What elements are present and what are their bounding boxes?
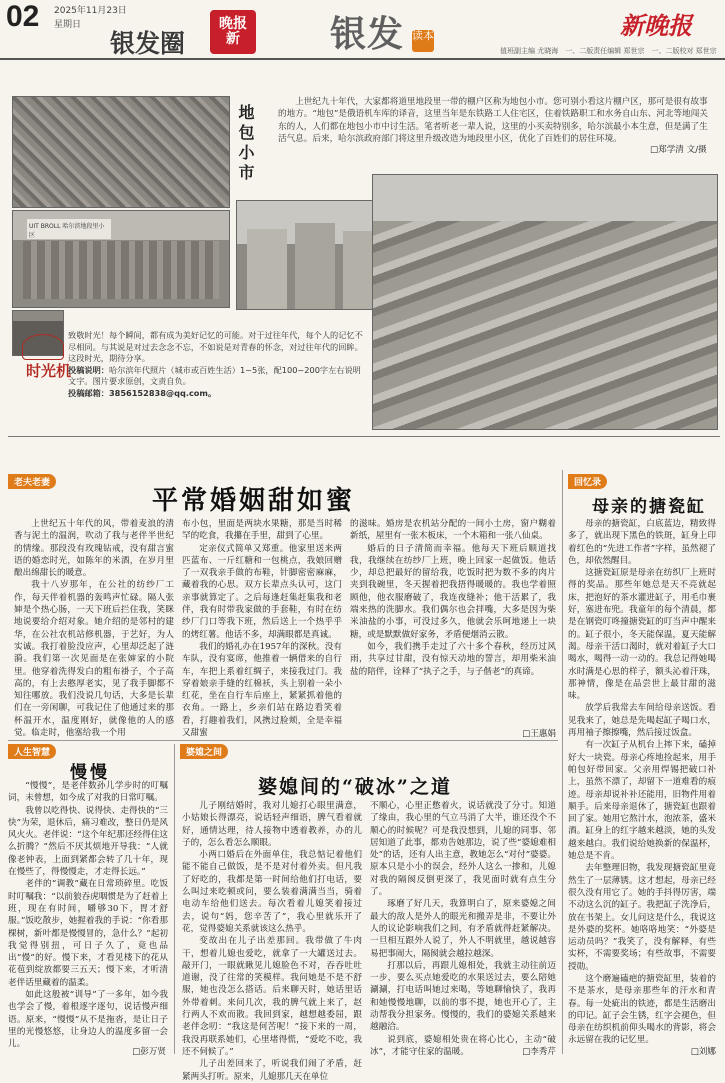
newspaper-seal-logo: 晚报 新 (210, 10, 256, 54)
photo-apartment-blocks (236, 200, 388, 310)
article1-headline: 平常婚姻甜如蜜 (152, 486, 356, 516)
section-name: 银发圈 (110, 29, 186, 58)
header-rule (0, 58, 725, 60)
feature-author: □郑学清 文/摄 (650, 145, 707, 155)
feature-text: 上世纪九十年代，大家都将道里地段里一带的棚户区称为地包小市。您可别小看这片棚户区，那可是很有故事的地方。“地包”是俄语机车库的译音，这里当年是东铁路工人住宅区，住着铁路职工和水务自山东、河北等地闯关东的人，人们都在地包小市中讨生活。笔者听老一辈人说，这里的小买卖特别多，哈尔滨最小本生意，但是满了生活气息。后来，哈尔滨政府部门将这里升级改造为地段里小区，优化了百姓们的居住环境。 (278, 97, 708, 145)
article4-para1: 儿子刚结婚时，我对儿媳打心眼里满意，小姑娘长得漂亮，说话轻声细语，脾气看着就好，通情达理，待人接物中透着教养，办的儿子的，怎么看怎么顺眼。 (182, 801, 362, 848)
article1-para3: 布小包，里面是两块水果糖，那是当时稀罕的吃食，我攥在手里，甜到了心里。 (182, 519, 342, 542)
article3-body (8, 780, 168, 1050)
article4-para6: 琢磨了好几天，我算明白了，原来婆媳之间最大的敌人是外人的眼光和搬弄是非，不要让外人的议论影响我们之间，有矛盾就得赶紧解决。一旦相互跟外人说了，外人不明就里，越说越容易把事闹大，隔阂就会越拉越深。 (370, 899, 556, 959)
article3-para4: 如此这般被“训导”了一多年，如今我也学会了慢，着根逐字逐句，说话慢声细语。原来，“慢慢”从不是拖沓，是让日子里的光慢悠悠，让身边人的温度多留一会儿。 (8, 990, 168, 1050)
article2-para4: 有一次缸子从机台上摔下来，磕掉好大一块瓷。母亲心疼地捡起来，用手帕包好带回家。父亲用焊锡把破口补上，虽然不漂了，却留下一道难看的痕迹。母亲却说补补还能用，旧物件用着顺手。后来母亲退休了，搪瓷缸也跟着回了家。她用它熬汁水，泡浓茶，盛米酒。缸身上的红字越来越淡，她的头发越来越白。我们说给她换新的保温杯，她总是不肯。 (568, 740, 716, 862)
page-title-tag: 读本 (412, 30, 434, 52)
article1-para7: 婚后的日子清简而幸福。他每天下班后顺道找我，我继续在纺纱厂上班，晚上回家一起做饭。他话少，却总把最好的留给我，吃饭时把为数不多的肉片夹到我碗里，冬天握着把我捂得暖暖的。我也学着照顾他，他衣服磨破了，我连夜缝补；他干活累了，我端来热的洗脚水。我们偶尔也会拌嘴，大多是因为柴米油盐的小事，可没过多久，他就会乐呵地递上一块糖，或是默默做好家务，矛盾便烟消云散。 (350, 543, 556, 640)
article1-para6: 的滋味。婚房是农机站分配的一间小土房，窗户糊着新纸，屋里有一张木板床，一个木箱和一张八仙桌。 (350, 519, 556, 542)
article4-para5: 不顺心，心里正憋着火，说话就没了分寸。知道了缘由，我心里的气立马消了大半，谁还没个不顺心的时候呢？可是我没想到，儿媳的同事、邻居知道了此事，都劝告她那边，说了些“婆媳难相处”的话，还有人出主意，教她怎么“对付”婆婆。原本只是小小的误会，经外人这么一掺和，儿媳对我的隔阂反倒更深了，我见面时就有点生分了。 (370, 801, 556, 898)
section-divider (8, 436, 720, 437)
article2-para5: 去年整理旧物，我发现搪瓷缸里竟然生了一层薄锈。这才想起，母亲已经很久没有用它了。她的手抖得厉害，端不动这么沉的缸子。我把缸子洗净后，放在书架上。女儿问这是什么，我说这是外婆的奖杯。她咯咯地笑：“外婆是运动员吗？”我笑了，没有解释，有些实杯，不需要奖场；有些故事，不需要授勋。 (568, 863, 716, 972)
photo-aerial-houses (12, 96, 230, 208)
article1-para2: 我十八岁那年，在公社的纺纱厂工作，每天伴着机器的轰鸣声忙碌。隔人张婶是个热心肠，一天下班后拦住我，笑眯地说要给介绍对象。她介绍的是邻村的建华，在公社农机站修机器，于艺好，为人实诚。我打着脸没应声，心里却泛起了涟漪。我们第一次见面是在张婶家的小院里。他穿着洗得发白的粗布褂子，个子高高的，有上去憨厚老实，见了我手脚都不知往哪放。我们没说几句话，大多是长辈们在一旁闲聊，可我记住了他通过来的那杯温开水，温度刚好，就像他的人的感觉。临走时，他塞给我一个用 (14, 580, 174, 739)
article2-headline: 母亲的搪瓷缸 (592, 497, 706, 517)
collection-email (68, 388, 364, 400)
article2-body (568, 518, 716, 1046)
article4-para4: 儿子出差回来了，听说我们闹了矛盾，赶紧两头打听。原来，儿媳那几天在单位 (182, 1059, 362, 1082)
article4-author: □李秀芹 (522, 1047, 556, 1057)
article1-author: □王惠娟 (522, 729, 556, 739)
article1-tag: 老夫老妻 (8, 474, 56, 489)
column-divider (562, 470, 563, 1054)
column-logo: 时光机 (26, 362, 72, 380)
article4-para8: 说到底，婆媳相处贵在将心比心，主动“破冰”，才能守住家的温暖。 (370, 1034, 556, 1057)
article3-author: □彭万贤 (132, 1047, 166, 1057)
article4-col1 (182, 800, 362, 1082)
collection-intro: 致敬时光！每个瞬间，都有成为美好记忆的可能。对于过往年代，每个人的记忆不尽相同。与其说是对过去念念不忘，不如说是对青春的怀念，对过往年代的回眸。这段时光，期待分享。 (68, 330, 363, 363)
article3-para1: “慢慢”，是老伴数孙儿学步时的叮嘱词，未曾想，如今成了对我的日常叮嘱。 (8, 781, 168, 804)
collection-email-label: 投稿邮箱： (68, 387, 109, 398)
article2-para2: 这搪瓷缸原是母亲在纺织厂上班时得的奖品。那些年她总是天不亮就起床，把泡好的茶水灌进缸子，用毛巾裹好，塞进布兜。我童年的每个清晨，都是在钢瓷叮咚撞搪瓷缸的叮当声中醒来的。缸子很小，冬天能保温，夏天能解渴。母亲干活口渴时，就对着缸子大口喝水，喝得一动一动的。我总记得她喝水时满是心思的样子，额头沁着汗珠，那神情，像是在品尝世上最甘甜的滋味。 (568, 568, 716, 702)
photo-model-exhibit (12, 210, 230, 308)
article4-para2: 小两口婚后在外面单住，我总惦记着他们能不能自己做饭，是不是对付着外卖。但凡我了好吃的，我都是第一时间给他们打电话，要么叫过来吃顿或问，要么装着满满当当，骑着电动车给他们送去。每次看着儿媳笑着接过去，说句“妈，您辛苦了”，我心里就乐开了花，觉得婆媳关系就该这么热乎。 (182, 850, 362, 934)
article1-col2 (182, 518, 342, 738)
camera-icon (22, 334, 64, 360)
article4-para7: 打那以后，再跟儿媳相处，我就主动往前迈一步，要么买点她爱吃的水果送过去，要么陪她涮涮，打电话叫她过来喝，等她聊愉快了，我再和她慢慢地聊，以前的事不提，她也开心了，主动帮我分担家务。慢慢的，我们的婆媳关系越来越融洽。 (370, 960, 556, 1033)
article3-headline: 慢慢 (70, 763, 110, 783)
collection-rules (68, 365, 364, 388)
issue-date: 2025年11月23日 (54, 6, 127, 16)
article1-para8: 如今，我们携手走过了六十多个春秋，经历过风雨，共享过甘甜，没有惊天动地的誓言，却用柴米油盐的陪伴，诠释了“执子之手，与子偕老”的真谛。 (350, 641, 556, 677)
article1-col3 (350, 518, 556, 728)
article3-tag: 人生智慧 (8, 744, 56, 759)
article1-para5: 我们的婚礼办在1957年的深秋。没有车队，没有宴席，他推着一辆借来的自行车，车把上系着红绸子，来接我过门。我穿着娘亲手缝的红棉袄，头上别着一朵小红花，坐在自行车后座上，紧紧抓着他的衣角。一路上，乡亲们站在路边看笑着看，打趣着我们，风携过脸颊，全是幸福又甜蜜 (182, 641, 342, 739)
article2-para1: 母亲的搪瓷缸，白底蓝边，精致得多了，就出现下黑色的铁斑，缸身上印着红色的“先进工作者”字样，虽然褪了色，却依然醒目。 (568, 519, 716, 566)
article3-para3: 老伴的“调教”藏在日常琐碎里。吃饭时叮嘱我：“以前狼吞虎咽惯是为了赶着上班，现在有时间，嚼够30下，胃才舒服。”饭吃散步，她握着我的手说：“你看那棵树，新叶都是慢慢冒的，急什么？”起初我觉得别扭，可日子久了，竟也品出“慢”的好。慢下来，才看见楼下的花从花苞到绽放都要三五天；慢下来，才听清老伴话里藏着的温柔。 (8, 879, 168, 988)
collection-email-address[interactable]: 3856152838@qq.com。 (108, 387, 217, 398)
issue-weekday: 星期日 (54, 20, 82, 30)
article4-headline: 婆媳间的“破冰”之道 (258, 776, 452, 798)
page-title: 银发 (330, 13, 405, 55)
article2-para6: 这个磨遍磕疤的搪瓷缸里，装着的不是茶水，是母亲那些年的汗水和青春。每一处疵出的铁迹，都是生活磨出的印记。缸子会生锈，红字会褪色，但母亲在纺织机前仰头喝水的背影，将会永远留在我的记忆里。 (568, 973, 716, 1046)
exhibit-sign: UIT BROLL 哈尔滨地段里小区 (27, 219, 111, 239)
article1-col1 (14, 518, 174, 738)
article2-tag: 回忆录 (568, 474, 607, 489)
feature-title: 地包小市 (236, 104, 255, 184)
article1-para1: 上世纪五十年代的风，带着麦浪的清香与泥土的温润，吹动了我与老伴半世纪的情缘。那段没有玫瑰钻戒，没有甜言蜜语的婚恋时光，如陈年的米酒，在岁月里酿出绵甜长的暖意。 (14, 519, 174, 579)
collection-notice (68, 330, 364, 399)
collection-rules-label: 投稿说明： (68, 364, 109, 375)
page-number: 02 (6, 0, 40, 33)
article2-author: □刘娜 (690, 1047, 716, 1057)
newspaper-brand-logo: 新晚报 (620, 11, 692, 40)
article4-tag: 婆媳之间 (180, 744, 228, 759)
column-divider-2 (174, 744, 175, 1054)
photo-modern-district (372, 174, 718, 430)
article2-para3: 放学后我常去车间给母亲送饭。看见我来了，她总是先喝起缸子喝口水，再用袖子擦擦嘴，然后接过饭盒。 (568, 703, 716, 739)
article4-para3: 变故出在儿子出差那回。我带做了牛肉干，想着儿媳也爱吃，就拿了一大罐送过去。敲开门，一眼就瞅见儿媳脸色不对，吞吞吐吐道谢，没了往常的笑模样。我问她是不是不舒服，她也没怎么搭话。后来聊天时，她话里话外带着刺。来问几次，我的脾气就上来了，赵行两人不欢而散。我回到家，越想越委屈，跟老伴念叨：“我这是何苦呢！”接下来的一周，我没再联系她们，心里堵得慌，“爱吃不吃，我还不伺候了。” (182, 936, 362, 1057)
section-divider-2 (8, 740, 558, 741)
collection-rules-text: 哈尔滨年代照片（城市或百姓生活）1~5张，配100~200字左右说明文字。图片要求原创，文责自负。 (68, 364, 361, 386)
article3-para2: 我曾以吃得快、说得快、走得快的“三快”为荣，退休后，痛习难改，整日仍是风风火火。老伴说：“这个年纪那还经得住这么折腾？”然后不厌其烦地开导我：“人就像老钟表，上面到紧都会转了几十年，现在慢些了，得慢慢走，才走得长远。” (8, 805, 168, 878)
article1-para4: 定亲仪式简单又郑重。他家里送来两匹蓝布、一斤红糖和一包桃点，我娘回赠了一双我亲手做的布鞋，针脚密密麻麻，藏着我的心思。双方长辈点头认可，这门亲事就算定了。之后每逢赶集赶集我和老伴，我有时带我家做的手套鞋，有时在纺纱厂门口等我下班，然后送上一个热乎乎的烤红薯。他话不多，却满眼都是真诚。 (182, 543, 342, 640)
editors-line: 值班副主编 尤晓海 一、二版责任编辑 郑世宗 一、二版校对 郑世宗 (500, 47, 717, 55)
